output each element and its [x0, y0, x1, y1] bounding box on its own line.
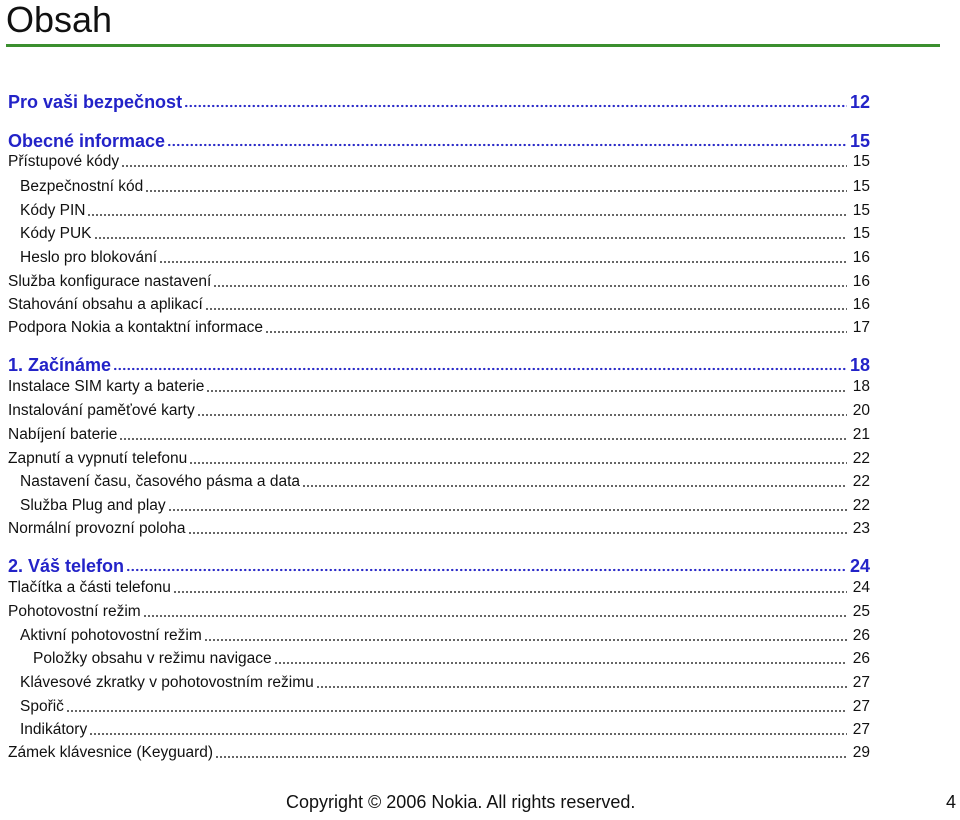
toc-entry[interactable]	[0, 199, 870, 221]
dot-leader	[66, 709, 847, 713]
dot-leader	[205, 307, 847, 311]
toc-entry-label: Zapnutí a vypnutí telefonu	[8, 450, 188, 467]
dot-leader	[204, 638, 847, 642]
toc-entry-page: 15	[852, 202, 870, 219]
toc-entry-label: Nastavení času, časového pásma a data	[20, 473, 301, 490]
title-rule	[6, 44, 940, 47]
toc-entry[interactable]	[0, 494, 870, 516]
dot-leader	[113, 367, 847, 371]
toc-entry[interactable]	[0, 647, 870, 669]
toc-entry-page: 12	[849, 92, 870, 112]
toc-entry-label: Bezpečnostní kód	[20, 178, 144, 195]
toc-entry-page: 25	[852, 603, 870, 620]
toc-entry-label: 2. Váš telefon	[8, 556, 125, 576]
toc-entry-label: Přístupové kódy	[8, 153, 120, 170]
toc-entry-label: Tlačítka a části telefonu	[8, 579, 171, 596]
toc-entry-page: 18	[849, 355, 870, 375]
toc-entry-label: Instalace SIM karty a baterie	[8, 378, 205, 395]
toc-entry-label: Heslo pro blokování	[20, 249, 157, 266]
toc-entry-page: 26	[852, 650, 870, 667]
toc-entry[interactable]	[0, 175, 870, 197]
toc-entry-page: 22	[852, 473, 870, 490]
toc-entry-label: Obecné informace	[8, 131, 166, 151]
dot-leader	[121, 164, 847, 168]
toc-entry-page: 22	[852, 497, 870, 514]
toc-entry-label: Normální provozní poloha	[8, 520, 186, 537]
toc-entry-label: Pohotovostní režim	[8, 603, 141, 620]
toc-entry-page: 15	[852, 153, 870, 170]
toc-entry[interactable]	[0, 270, 870, 292]
toc-entry-page: 15	[852, 178, 870, 195]
toc-entry-label: Pro vaši bezpečnost	[8, 92, 183, 112]
toc-entry-page: 16	[852, 296, 870, 313]
page-title: Obsah	[6, 0, 113, 40]
toc-entry[interactable]	[0, 576, 870, 598]
dot-leader	[302, 484, 847, 488]
dot-leader	[274, 661, 847, 665]
toc-entry-label: Nabíjení baterie	[8, 426, 118, 443]
dot-leader	[197, 413, 847, 417]
dot-leader	[94, 236, 847, 240]
toc-entry[interactable]	[0, 624, 870, 646]
dot-leader	[89, 732, 847, 736]
dot-leader	[213, 284, 847, 288]
toc-entry-page: 22	[852, 450, 870, 467]
dot-leader	[168, 508, 847, 512]
toc-entry-label: Položky obsahu v režimu navigace	[33, 650, 272, 667]
toc-entry[interactable]	[0, 150, 870, 172]
toc-entry-page: 26	[852, 627, 870, 644]
dot-leader	[167, 143, 847, 147]
dot-leader	[87, 213, 847, 217]
toc-entry-page: 18	[852, 378, 870, 395]
toc-entry[interactable]	[0, 517, 870, 539]
toc-entry[interactable]	[0, 293, 870, 315]
dot-leader	[215, 755, 847, 759]
toc-entry[interactable]	[0, 671, 870, 693]
toc-entry-label: Spořič	[20, 698, 64, 715]
dot-leader	[206, 389, 847, 393]
toc-entry-page: 23	[852, 520, 870, 537]
toc-entry[interactable]	[0, 222, 870, 244]
dot-leader	[119, 437, 847, 441]
toc-entry-page: 27	[852, 698, 870, 715]
toc-entry-label: 1. Začínáme	[8, 355, 112, 375]
dot-leader	[184, 104, 847, 108]
toc-entry[interactable]	[0, 470, 870, 492]
copyright-notice: Copyright © 2006 Nokia. All rights reserved.	[286, 792, 636, 812]
toc-entry-label: Podpora Nokia a kontaktní informace	[8, 319, 264, 336]
toc-entry-label: Kódy PIN	[20, 202, 86, 219]
toc-entry-page: 17	[852, 319, 870, 336]
toc-entry[interactable]	[0, 316, 870, 338]
toc-chapter-entry[interactable]	[0, 127, 870, 151]
toc-entry-page: 27	[852, 674, 870, 691]
toc-entry-label: Aktivní pohotovostní režim	[20, 627, 202, 644]
dot-leader	[316, 685, 847, 689]
toc-entry-label: Služba Plug and play	[20, 497, 166, 514]
toc-entry-label: Klávesové zkratky v pohotovostním režimu	[20, 674, 314, 691]
toc-entry-label: Instalování paměťové karty	[8, 402, 195, 419]
toc-entry[interactable]	[0, 741, 870, 763]
toc-entry-label: Služba konfigurace nastavení	[8, 273, 212, 290]
toc-entry-page: 16	[852, 273, 870, 290]
toc-entry-label: Stahování obsahu a aplikací	[8, 296, 203, 313]
toc-entry[interactable]	[0, 423, 870, 445]
toc-entry-page: 27	[852, 721, 870, 738]
toc-entry-label: Indikátory	[20, 721, 88, 738]
toc-entry-page: 24	[852, 579, 870, 596]
dot-leader	[159, 260, 847, 264]
toc-entry-page: 15	[852, 225, 870, 242]
dot-leader	[188, 531, 848, 535]
page-footer	[0, 790, 960, 820]
toc-entry-page: 15	[849, 131, 870, 151]
toc-entry-page: 24	[849, 556, 870, 576]
toc-chapter-entry[interactable]	[0, 351, 870, 375]
toc-entry-page: 16	[852, 249, 870, 266]
dot-leader	[145, 189, 847, 193]
dot-leader	[265, 330, 847, 334]
toc-chapter-entry[interactable]	[0, 552, 870, 576]
toc-entry[interactable]	[0, 695, 870, 717]
dot-leader	[173, 590, 847, 594]
toc-entry-page: 21	[852, 426, 870, 443]
toc-entry[interactable]	[0, 246, 870, 268]
toc-entry[interactable]	[0, 718, 870, 740]
toc-entry-page: 20	[852, 402, 870, 419]
dot-leader	[143, 614, 847, 618]
toc-entry[interactable]	[0, 447, 870, 469]
dot-leader	[189, 461, 847, 465]
toc-chapter-entry[interactable]	[0, 88, 870, 112]
toc-entry[interactable]	[0, 600, 870, 622]
dot-leader	[126, 568, 847, 572]
toc-entry-page: 29	[852, 744, 870, 761]
toc-entry[interactable]	[0, 399, 870, 421]
page-number: 4	[945, 792, 956, 812]
toc-entry-label: Zámek klávesnice (Keyguard)	[8, 744, 214, 761]
toc-entry[interactable]	[0, 375, 870, 397]
toc-entry-label: Kódy PUK	[20, 225, 92, 242]
